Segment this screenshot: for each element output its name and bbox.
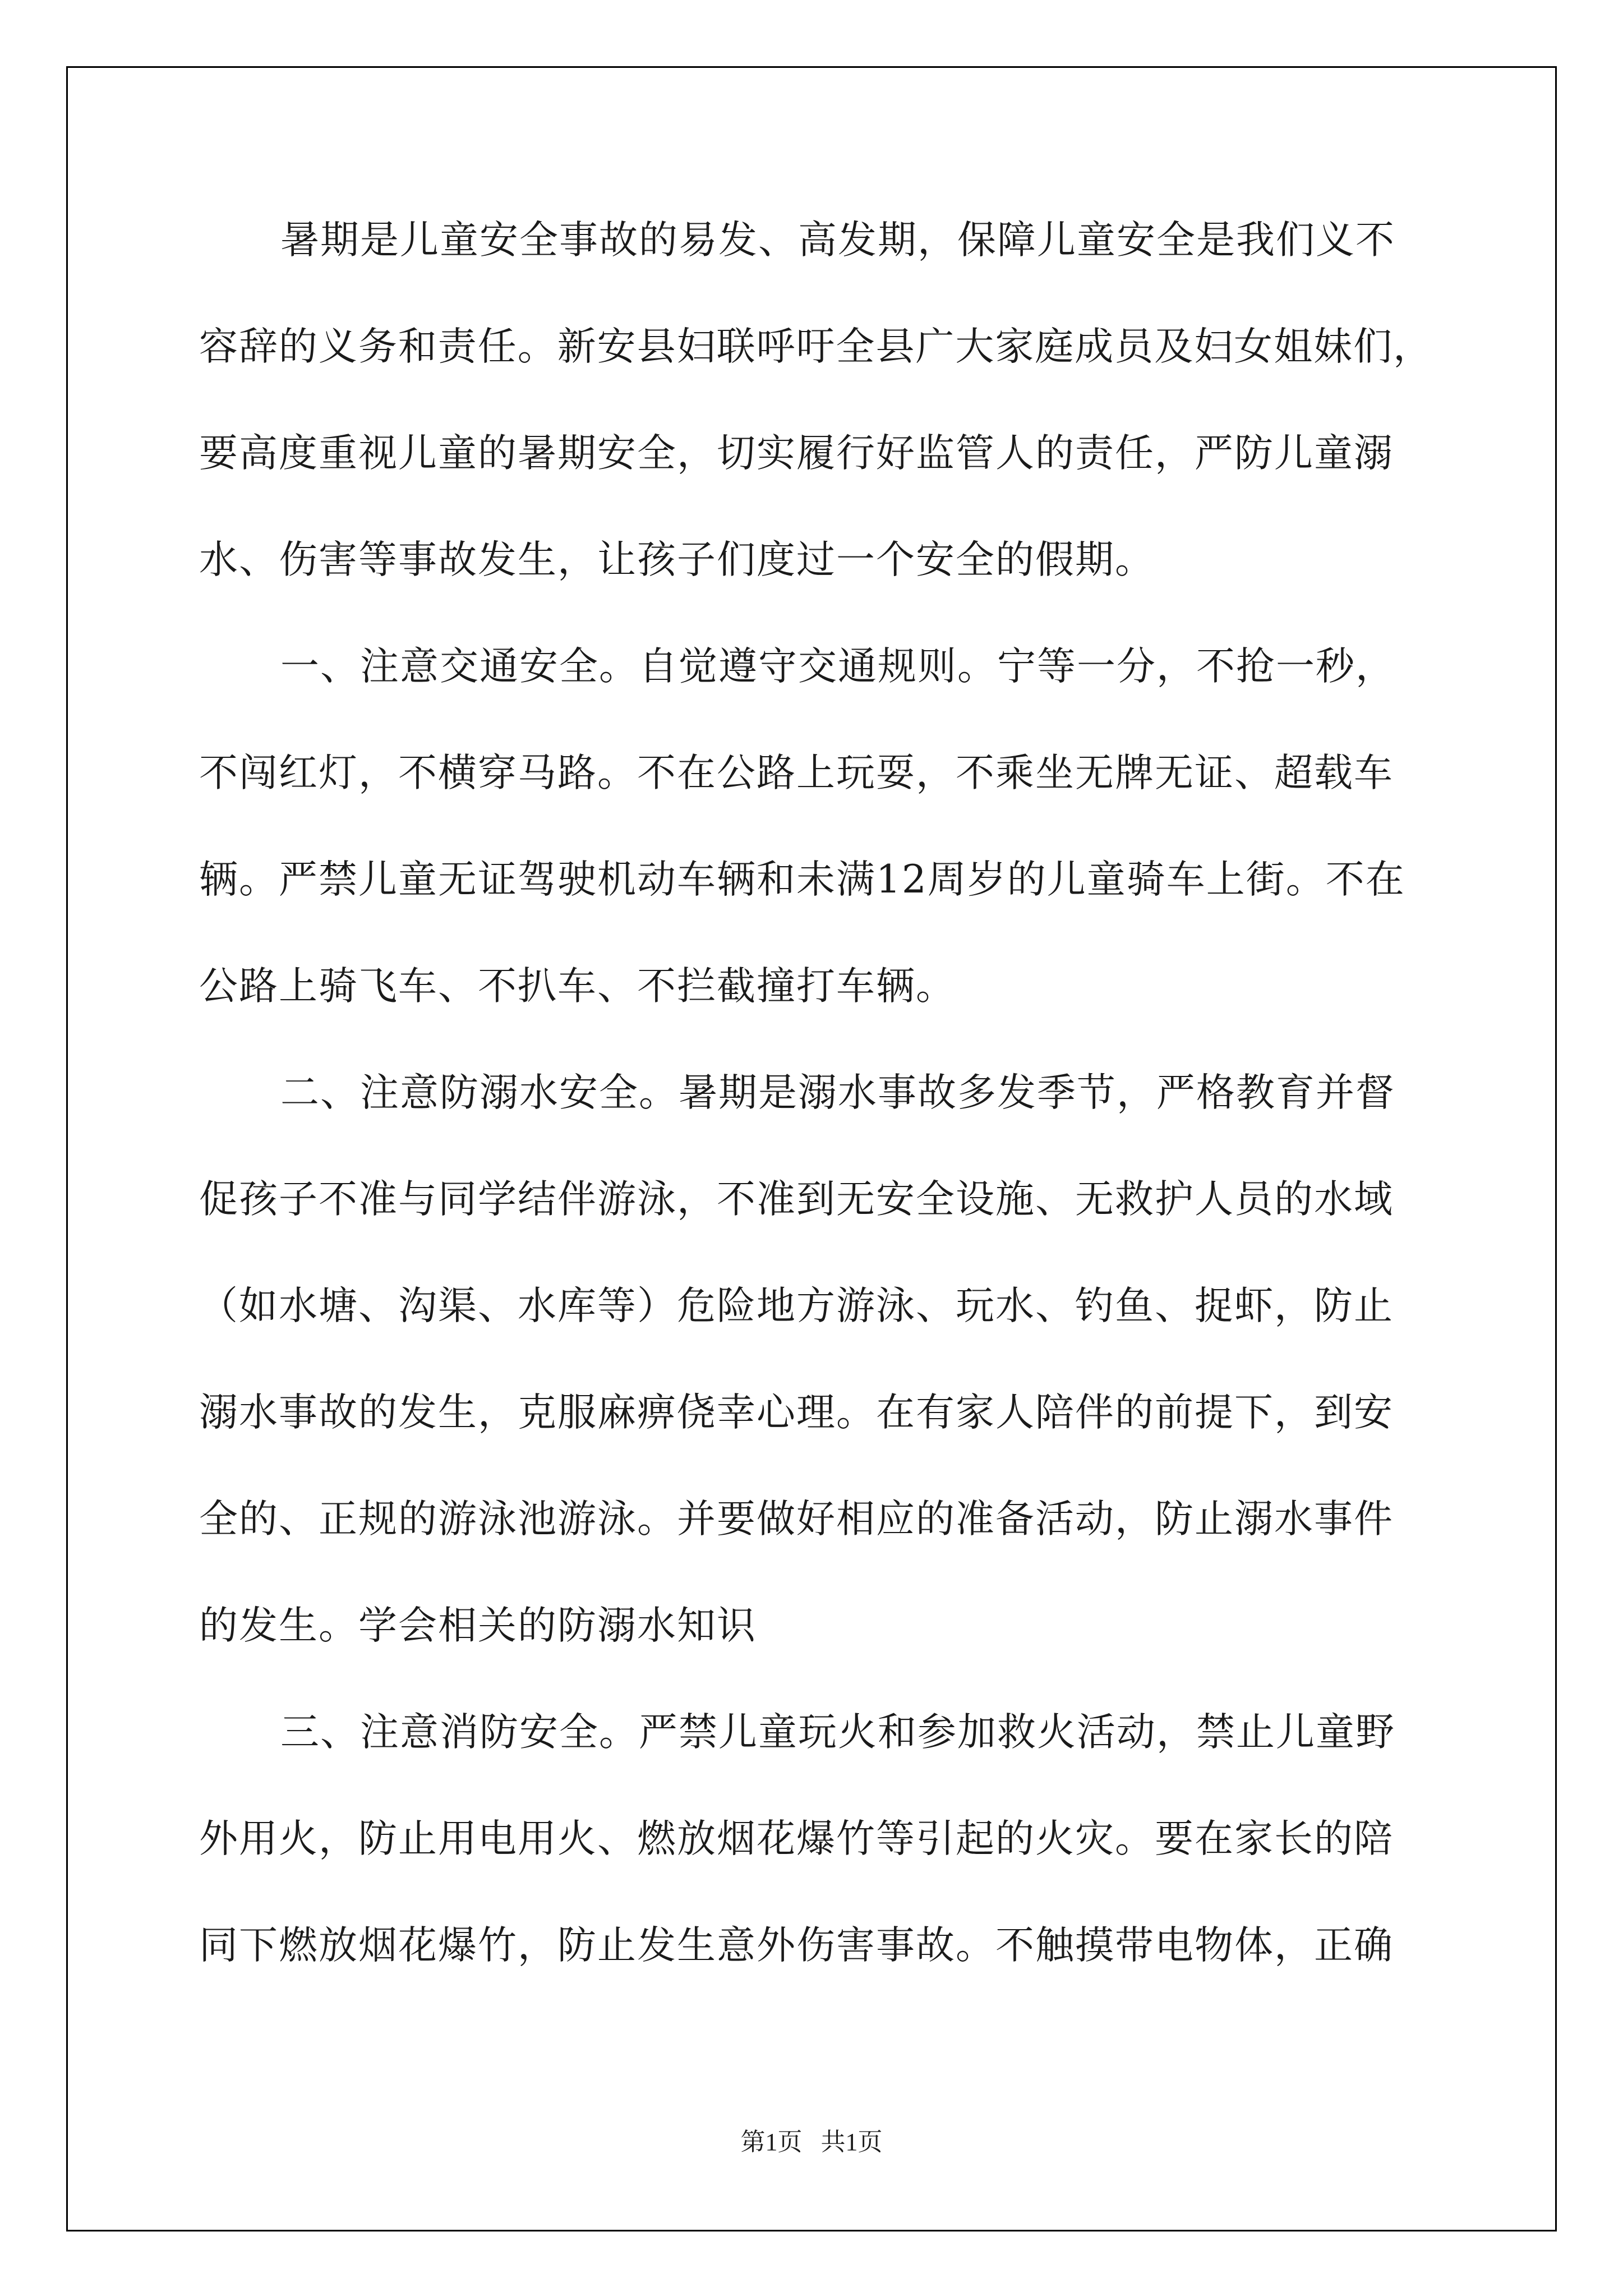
text-line: 的发生。学会相关的防溺水知识 bbox=[199, 1603, 757, 1648]
text-line: 促孩子不准与同学结伴游泳，不准到无安全设施、无救护人员的水域 bbox=[199, 1177, 1394, 1222]
text-line: 水、伤害等事故发生，让孩子们度过一个安全的假期。 bbox=[199, 537, 1155, 582]
page-border bbox=[66, 66, 1557, 2231]
text-line: 外用火，防止用电用火、燃放烟花爆竹等引起的火灾。要在家长的陪 bbox=[199, 1816, 1394, 1861]
text-line: 同下燃放烟花爆竹，防止发生意外伤害事故。不触摸带电物体，正确 bbox=[199, 1923, 1394, 1968]
text-line: （如水塘、沟渠、水库等）危险地方游泳、玩水、钓鱼、捉虾，防止 bbox=[199, 1283, 1394, 1328]
text-line: 二、注意防溺水安全。暑期是溺水事故多发季节，严格教育并督 bbox=[280, 1070, 1395, 1115]
page-number-footer: 第1页 共1页 bbox=[740, 2128, 883, 2156]
text-line: 辆。严禁儿童无证驾驶机动车辆和未满12周岁的儿童骑车上街。不在 bbox=[199, 857, 1405, 902]
text-line: 暑期是儿童安全事故的易发、高发期，保障儿童安全是我们义不 bbox=[280, 218, 1395, 263]
text-line: 要高度重视儿童的暑期安全，切实履行好监管人的责任，严防儿童溺 bbox=[199, 431, 1394, 476]
text-line: 公路上骑飞车、不扒车、不拦截撞打车辆。 bbox=[199, 964, 956, 1009]
text-line: 溺水事故的发生，克服麻痹侥幸心理。在有家人陪伴的前提下，到安 bbox=[199, 1390, 1394, 1435]
text-line: 不闯红灯，不横穿马路。不在公路上玩耍，不乘坐无牌无证、超载车 bbox=[199, 751, 1394, 795]
text-line: 容辞的义务和责任。新安县妇联呼吁全县广大家庭成员及妇女姐妹们， bbox=[199, 324, 1433, 369]
text-line: 一、注意交通安全。自觉遵守交通规则。宁等一分，不抢一秒， bbox=[280, 644, 1395, 689]
text-line: 三、注意消防安全。严禁儿童玩火和参加救火活动，禁止儿童野 bbox=[280, 1710, 1395, 1755]
text-line: 全的、正规的游泳池游泳。并要做好相应的准备活动，防止溺水事件 bbox=[199, 1497, 1394, 1542]
